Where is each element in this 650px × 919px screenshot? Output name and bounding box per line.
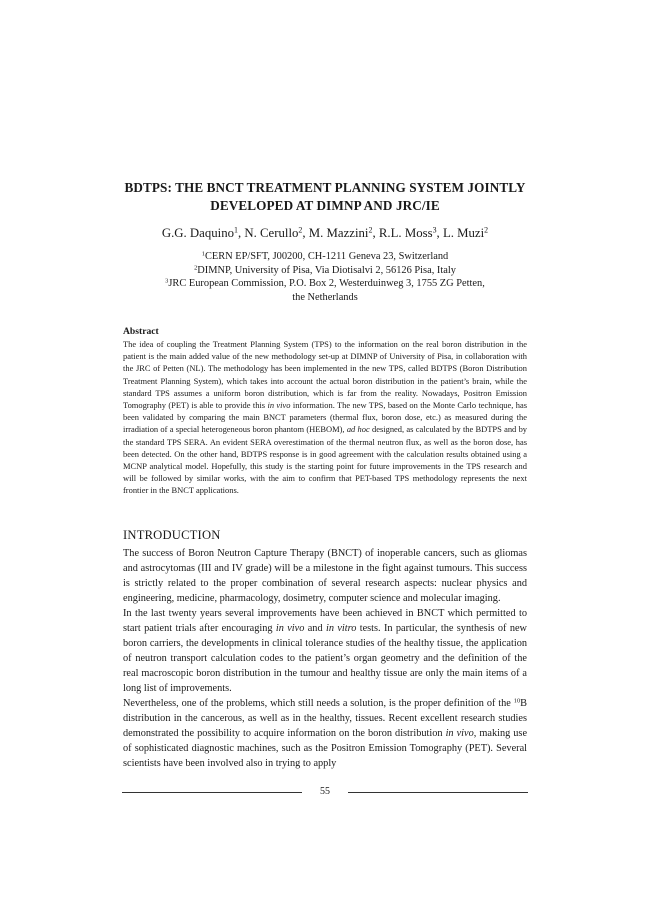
- paper-title: [100, 179, 550, 215]
- affiliation-dimnp: $^2$DIMNP, University of Pisa, Via Diotisalvi 2, 56126 Pisa, Italy: [194, 264, 456, 276]
- abstract-heading: Abstract: [123, 326, 159, 337]
- introduction-paragraph-3: Nevertheless, one of the problems, which still needs a solution, is the proper definition of the $^{10}$B distribution in the cancerous, as well as in the healthy, tissues. Recent excellent research studies demonstrated the possibility to acquire information on the boron distribution in vivo, making use of sophisticated diagnostic machines, such as the Positron Emission Tomography (PET). Several scientists have been involved also in trying to apply: [123, 697, 528, 769]
- footer-rule-right: [348, 792, 528, 793]
- affiliation-cern: $^1$CERN EP/SFT, J00200, CH-1211 Geneva 23, Switzerland: [201, 250, 449, 262]
- introduction-heading: INTRODUCTION: [123, 528, 221, 542]
- title-line-2: DEVELOPED AT DIMNP AND JRC/IE: [210, 198, 440, 213]
- author: L. Muzi$^2$: [442, 225, 489, 240]
- affiliation-jrc-continued: the Netherlands: [292, 291, 358, 303]
- author: G.G. Daquino$^1$,: [161, 225, 245, 240]
- author-list: [80, 225, 570, 241]
- title-line-1: BDTPS: THE BNCT TREATMENT PLANNING SYSTEM JOINTLY: [124, 180, 526, 195]
- abstract-body: The idea of coupling the Treatment Planning System (TPS) to the information on the real boron distribution in the patient is the main added value of the new methodology set-up at DIMNP of University of Pisa, in collaboration with the JRC of Petten (NL). The methodology has been implemented in the new TPS, called BDTPS (Boron Distribution Treatment Planning System), which takes into account the actual boron distribution in the patient’s brain, while the standard TPS assumes a uniform boron distribution, which is far from the reality. Nowadays, Positron Emission Tomography (PET) is able to provide this in vivo information. The new TPS, based on the Monte Carlo technique, has been validated by comparing the main BNCT parameters (thermal flux, boron dose, etc.) as measured during the irradiation of a special heterogeneous boron phantom (HEBOM), ad hoc designed, as calculated by the BDTPS and by the standard TPS SERA. An evident SERA overestimation of the thermal neutron flux, as well as the boron dose, has been detected. On the other hand, BDTPS response is in good agreement with the calculation results obtained using a MCNP analytical model. Hopefully, this study is the starting point for future improvements in the TPS research and will be followed by similar works, with the aim to confirm that PET-based TPS methodology represents the next frontier in the BNCT applications.: [123, 339, 528, 496]
- author: M. Mazzini$^2$,: [308, 225, 379, 240]
- affiliation-list: [120, 250, 530, 304]
- affiliation-jrc: $^3$JRC European Commission, P.O. Box 2, Westerduinweg 3, 1755 ZG Petten,: [165, 277, 485, 290]
- introduction-paragraph-1: The success of Boron Neutron Capture Therapy (BNCT) of inoperable cancers, such as gliomas and astrocytomas (III and IV grade) will be a milestone in the fight against tumours. This success is strictly related to the proper combination of several research aspects: nuclear physics and engineering, medicine, pharmacology, dosimetry, computer science and molecular imaging.: [123, 548, 527, 604]
- page-number: 55: [320, 786, 330, 797]
- author: N. Cerullo$^2$,: [244, 225, 309, 240]
- introduction-paragraph-2: In the last twenty years several improvements have been achieved in BNCT which permitted to start patient trials after encouraging in vivo and in vitro tests. In particular, the synthesis of new boron carriers, the developments in clinical tolerance studies of the healthy tissue, the application of neutron transport calculation codes to the patient’s organ geometry and the definition of the real macroscopic boron distribution in the tumour and healthy tissue are only the main items of a long list of improvements.: [123, 608, 527, 694]
- footer-rule-left: [122, 792, 302, 793]
- introduction-body: [123, 546, 527, 771]
- author: R.L. Moss$^3$,: [378, 225, 443, 240]
